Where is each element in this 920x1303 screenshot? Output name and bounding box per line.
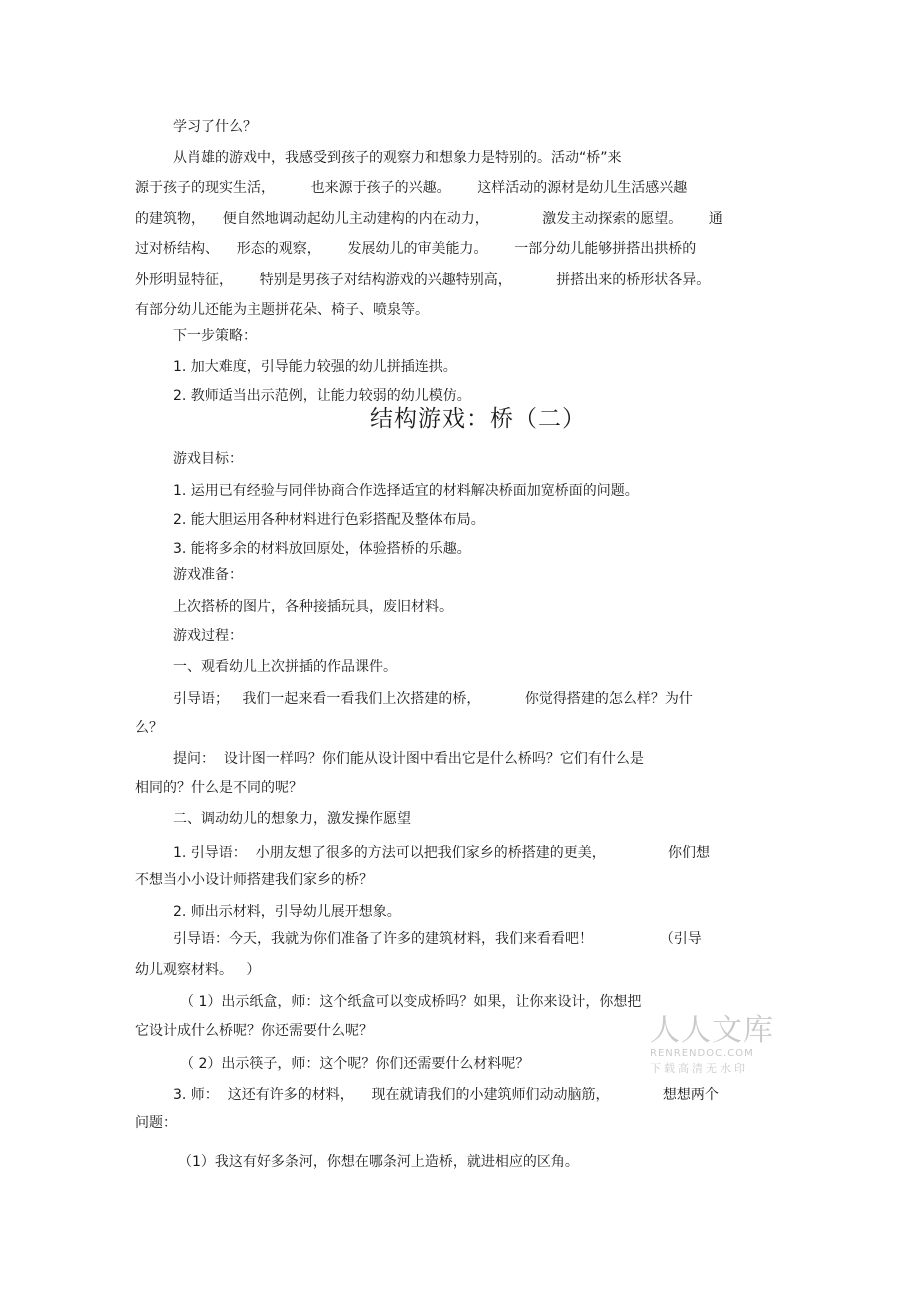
text-line: 的建筑物， 便自然地调动起幼儿主动建构的内在动力， 激发主动探索的愿望。 通 <box>135 211 723 227</box>
strategy-item: 2. 教师适当出示范例，让能力较弱的幼儿模仿。 <box>173 388 471 404</box>
strategy-item: 1. 加大难度，引导能力较强的幼儿拼插连拱。 <box>173 359 457 375</box>
text-line: 有部分幼儿还能为主题拼花朵、椅子、喷泉等。 <box>135 302 429 318</box>
process-step: 二、调动幼儿的想象力，激发操作愿望 <box>173 811 411 827</box>
text-line: （ 2）出示筷子，师：这个呢？你们还需要什么材料呢？ <box>180 1056 530 1072</box>
goal-item: 3. 能将多余的材料放回原处，体验搭桥的乐趣。 <box>173 541 471 557</box>
text-line: 相同的？什么是不同的呢？ <box>135 780 303 796</box>
text-line: 不想当小小设计师搭建我们家乡的桥？ <box>135 872 373 888</box>
text-line: （1）我这有好多条河，你想在哪条河上造桥，就进相应的区角。 <box>178 1154 579 1170</box>
section-title: 结构游戏：桥（二） <box>370 406 586 432</box>
process-heading: 游戏过程： <box>173 628 243 644</box>
text-line: 么？ <box>135 720 163 736</box>
text-line: （ 1）出示纸盒，师：这个纸盒可以变成桥吗？如果，让你来设计，你想把 <box>180 994 642 1010</box>
text-line: 过对桥结构、 形态的观察， 发展幼儿的审美能力。 一部分幼儿能够拼搭出拱桥的 <box>135 241 697 257</box>
text-line: 幼儿观察材料。 ） <box>135 962 261 978</box>
goal-item: 2. 能大胆运用各种材料进行色彩搭配及整体布局。 <box>173 512 485 528</box>
text-line: 2. 师出示材料，引导幼儿展开想象。 <box>173 904 401 920</box>
next-strategy-heading: 下一步策略： <box>173 328 257 344</box>
prep-text: 上次搭桥的图片，各种接插玩具，废旧材料。 <box>173 599 453 615</box>
text-line: 1. 引导语： 小朋友想了很多的方法可以把我们家乡的桥搭建的更美， 你们想 <box>173 845 711 861</box>
text-line: 问题： <box>135 1115 177 1131</box>
goal-heading: 游戏目标： <box>173 451 243 467</box>
text-line: 从肖雄的游戏中，我感受到孩子的观察力和想象力是特别的。活动“桥”来 <box>173 150 622 166</box>
text-line: 源于孩子的现实生活， 也来源于孩子的兴趣。 这样活动的源材是幼儿生活感兴趣 <box>135 180 688 196</box>
text-line: 引导语； 我们一起来看一看我们上次搭建的桥， 你觉得搭建的怎么样？为什 <box>173 691 693 707</box>
watermark-brand: 人人文库 <box>650 1013 774 1048</box>
process-step: 一、观看幼儿上次拼插的作品课件。 <box>173 659 397 675</box>
watermark-tagline: 下载高清无水印 <box>650 1062 748 1075</box>
text-line: 它设计成什么桥呢？你还需要什么呢？ <box>135 1023 373 1039</box>
text-line: 3. 师： 这还有许多的材料， 现在就请我们的小建筑师们动动脑筋， 想想两个 <box>173 1087 719 1103</box>
text-line: 提问： 设计图一样吗？你们能从设计图中看出它是什么桥吗？它们有什么是 <box>173 751 644 767</box>
text-line: 外形明显特征， 特别是男孩子对结构游戏的兴趣特别高， 拼搭出来的桥形状各异。 <box>135 272 711 288</box>
goal-item: 1. 运用已有经验与同伴协商合作选择适宜的材料解决桥面加宽桥面的问题。 <box>173 483 639 499</box>
watermark-domain: RENRENDOC.COM <box>650 1048 754 1059</box>
prep-heading: 游戏准备： <box>173 567 243 583</box>
text-line: 引导语：今天，我就为你们准备了许多的建筑材料，我们来看看吧！ （引导 <box>173 931 702 947</box>
text-line: 学习了什么？ <box>173 119 257 135</box>
